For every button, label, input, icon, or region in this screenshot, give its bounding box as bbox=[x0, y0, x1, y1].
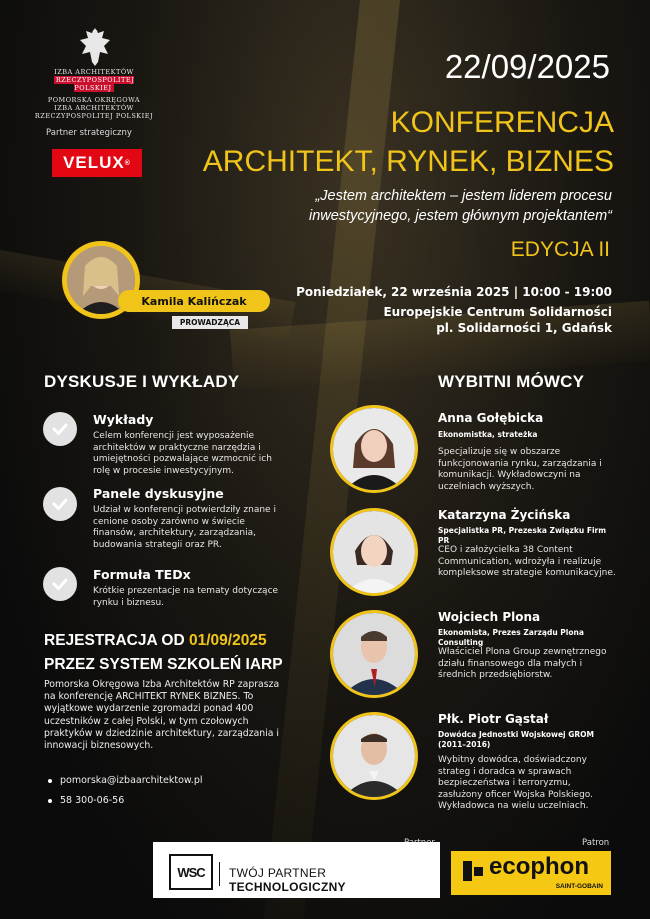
velux-logo-text: VELUX bbox=[63, 153, 125, 172]
wsc-divider bbox=[219, 862, 220, 886]
speaker-photo bbox=[330, 508, 418, 596]
contact-phone-row bbox=[48, 795, 124, 806]
registration-date: 01/09/2025 bbox=[188, 632, 267, 649]
speaker-desc: Specjalizuje się w obszarze funkcjonowania rynku, zarządzania i komunikacji. Wykładowczyni na uczelniach wyższych. bbox=[438, 447, 602, 492]
talk-desc-panels: Udział w konferencji potwierdziły znane i cenione osoby zarówno w świecie finansów, architektury, zarządzania, budowania strategii oraz PR. bbox=[93, 505, 276, 550]
talk-title-tedx: Formuła TEDx bbox=[93, 567, 191, 582]
wsc-logo-mark: WSC bbox=[169, 854, 213, 890]
registration-prefix: REJESTRACJA OD bbox=[44, 632, 189, 649]
speaker-photo bbox=[330, 712, 418, 800]
contact-email-row bbox=[48, 775, 203, 786]
check-icon bbox=[43, 487, 77, 521]
velux-registered-mark: ® bbox=[124, 159, 131, 167]
patron-label: Patron bbox=[582, 838, 610, 848]
bullet-icon bbox=[48, 799, 52, 803]
ecophon-wordmark: ecophon bbox=[489, 853, 589, 880]
speaker-name: Płk. Piotr Gąstał bbox=[438, 712, 549, 726]
contact-email[interactable]: pomorska@izbaarchitektow.pl bbox=[60, 775, 203, 786]
org-line2: RZECZYPOSPOLITEJ POLSKIEJ bbox=[55, 76, 135, 92]
registration-text: Pomorska Okręgowa Izba Architektów RP zaprasza na konferencję ARCHITEKT RYNEK BIZNES. To wyjątkowe wydarzenie zgromadzi ponad 400 uczestników z całej Polski, w tym czołowych praktyków w dziedzinie architektury, zarządzania i innowacji biznesowych. bbox=[44, 679, 280, 752]
speakers-heading: WYBITNI MÓWCY bbox=[438, 372, 585, 391]
wsc-tagline-part1: TWÓJ PARTNER bbox=[229, 866, 327, 880]
speaker-role: Ekonomistka, strateżka bbox=[438, 430, 538, 439]
venue-address: pl. Solidarności 1, Gdańsk bbox=[436, 321, 612, 335]
venue-name: Europejskie Centrum Solidarności bbox=[383, 305, 612, 319]
contact-phone[interactable]: 58 300-06-56 bbox=[60, 795, 125, 806]
event-edition: EDYCJA II bbox=[510, 238, 610, 261]
org-line5: RZECZYPOSPOLITEJ POLSKIEJ bbox=[34, 112, 154, 120]
speaker-name: Katarzyna Życińska bbox=[438, 508, 571, 522]
velux-logo bbox=[52, 149, 142, 177]
speaker-role: Ekonomista, Prezes Zarządu Plona Consulting bbox=[438, 628, 584, 647]
event-datetime: Poniedziałek, 22 września 2025 | 10:00 - 19:00 bbox=[296, 285, 612, 299]
speaker-name: Anna Gołębicka bbox=[438, 411, 544, 425]
host-name: Kamila Kalińczak bbox=[118, 290, 270, 312]
org-line1: IZBA ARCHITEKTÓW bbox=[54, 68, 134, 76]
organizer-logo bbox=[34, 68, 154, 120]
talks-heading: DYSKUSJE I WYKŁADY bbox=[44, 372, 240, 391]
ecophon-subline: SAINT-GOBAIN bbox=[555, 883, 603, 890]
talk-desc-lectures: Celem konferencji jest wyposażenie architektów w praktyczne narzędzia i umiejętności pozwalające wzmocnić ich rolę w procesie inwestycyjnym. bbox=[93, 431, 272, 476]
speaker-desc: Właściciel Plona Group zewnętrznego działu finansowego dla małych i średnich przedsiębiorstw. bbox=[438, 647, 607, 680]
strategic-partner-label: Partner strategiczny bbox=[46, 128, 132, 138]
wsc-tagline-part2: TECHNOLOGICZNY bbox=[229, 880, 346, 894]
bullet-icon bbox=[48, 779, 52, 783]
check-icon bbox=[43, 567, 77, 601]
speaker-role: Dowódca Jednostki Wojskowej GROM (2011–2016) bbox=[438, 730, 595, 749]
speaker-desc: CEO i założycielka 38 Content Communication, wdrożyła i realizuje kompleksowe strategie komunikacyjne. bbox=[438, 545, 616, 578]
speaker-photo bbox=[330, 405, 418, 493]
wsc-logo bbox=[153, 842, 440, 898]
event-date: 22/09/2025 bbox=[444, 48, 610, 85]
event-quote-line2: inwestycyjnego, jestem głównym projektantem“ bbox=[308, 208, 612, 224]
person-silhouette-icon bbox=[333, 511, 415, 593]
speaker-role: Specjalistka PR, Prezeska Związku Firm PR bbox=[438, 526, 607, 545]
org-line4: IZBA ARCHITEKTÓW bbox=[54, 104, 134, 112]
registration-heading bbox=[44, 632, 267, 650]
talk-desc-tedx: Krótkie prezentacje na tematy dotyczące rynku i biznesu. bbox=[93, 586, 279, 608]
talk-title-lectures: Wykłady bbox=[93, 412, 154, 427]
person-silhouette-icon bbox=[333, 408, 415, 490]
host-role: PROWADZĄCA bbox=[172, 316, 248, 329]
speaker-name: Wojciech Plona bbox=[438, 610, 541, 624]
event-quote-line1: „Jestem architektem – jestem liderem procesu bbox=[315, 188, 612, 204]
event-title-line2: ARCHITEKT, RYNEK, BIZNES bbox=[202, 145, 614, 178]
speaker-desc: Wybitny dowódca, doświadczony strateg i doradca w sprawach bezpieczeństwa i terroryzmu, zasłużony oficer Wojska Polskiego. Wykładowca na wielu uczelniach. bbox=[438, 755, 594, 811]
event-quote bbox=[142, 186, 612, 226]
person-silhouette-icon bbox=[333, 715, 415, 797]
org-line3: POMORSKA OKRĘGOWA bbox=[47, 96, 141, 104]
event-title-line1: KONFERENCJA bbox=[390, 106, 614, 139]
wsc-tagline bbox=[229, 866, 440, 894]
person-silhouette-icon bbox=[333, 613, 415, 695]
speaker-photo bbox=[330, 610, 418, 698]
registration-system: PRZEZ SYSTEM SZKOLEŃ IARP bbox=[44, 656, 283, 673]
talk-title-panels: Panele dyskusyjne bbox=[93, 486, 224, 501]
check-icon bbox=[43, 412, 77, 446]
eagle-crest-icon bbox=[78, 26, 112, 68]
ecophon-mark-icon bbox=[461, 859, 485, 883]
ecophon-logo bbox=[451, 851, 611, 895]
